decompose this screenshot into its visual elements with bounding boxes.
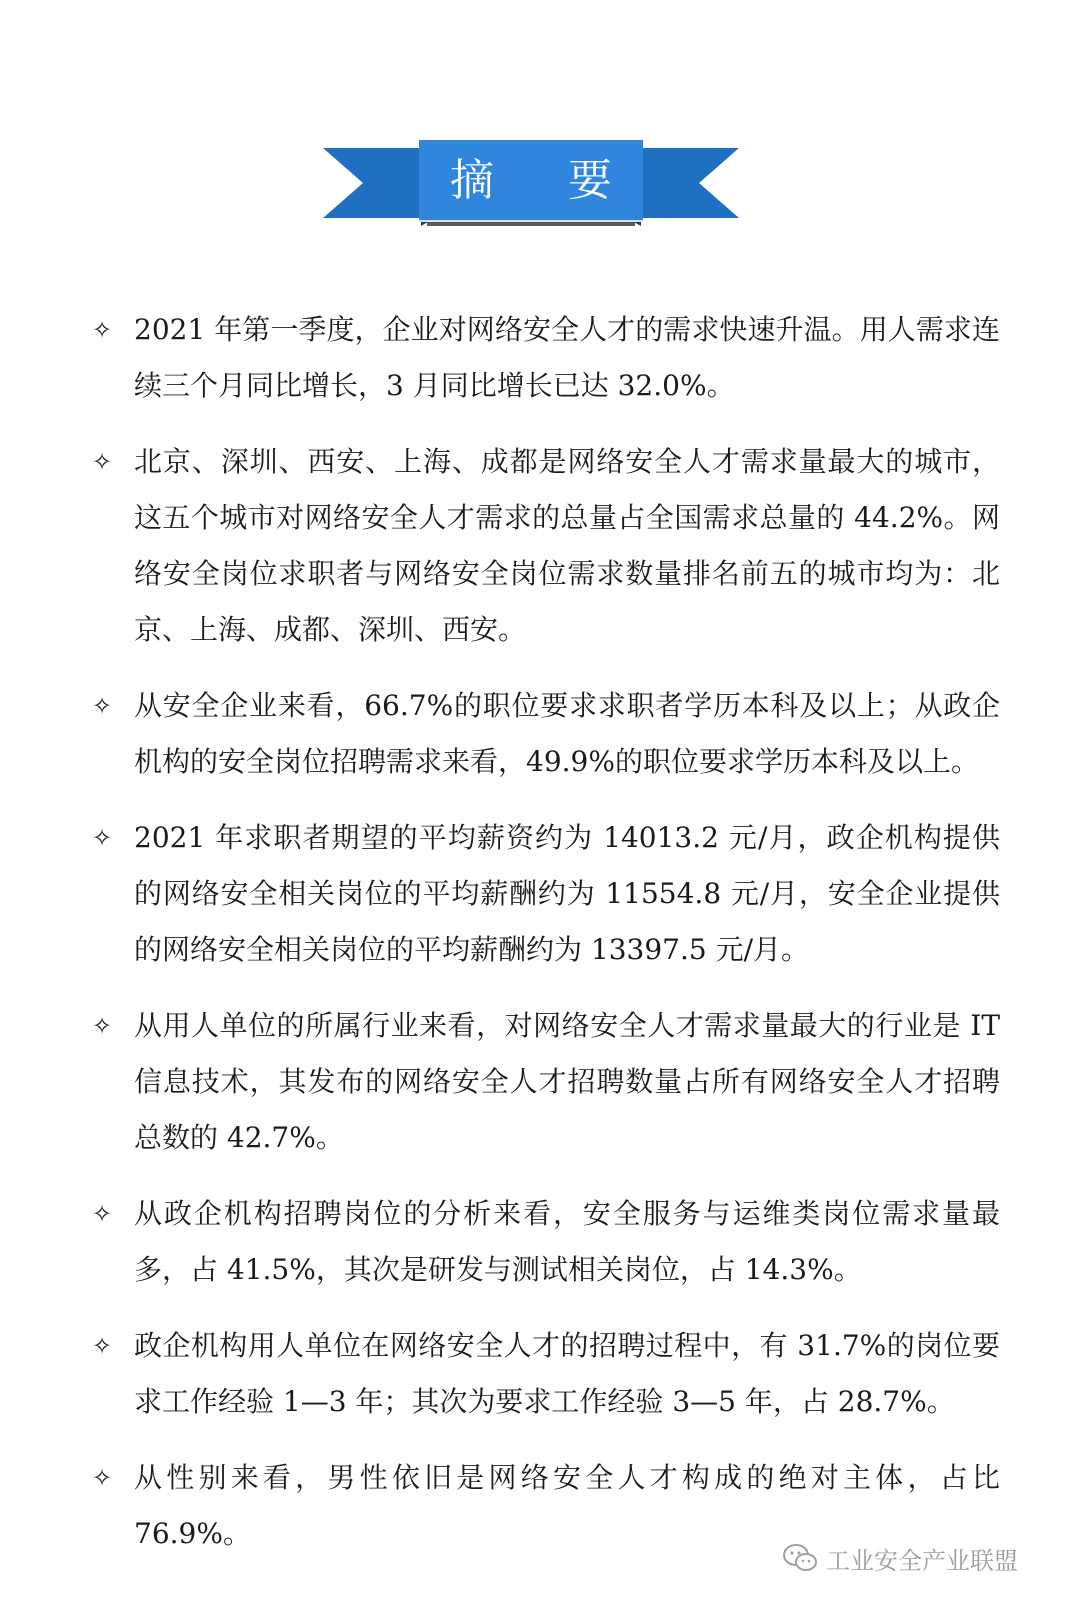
list-item xyxy=(88,1318,1000,1430)
list-item xyxy=(88,302,1000,414)
summary-list xyxy=(88,302,1000,1582)
sparkle-bullet-icon: ✧ xyxy=(91,448,113,476)
list-item-text: 从用人单位的所属行业来看，对网络安全人才需求量最大的行业是 IT 信息技术，其发布的网络安全人才招聘数量占所有网络安全人才招聘总数的 42.7%。 xyxy=(134,1009,1000,1154)
sparkle-bullet-icon: ✧ xyxy=(91,824,113,852)
list-item-text: 北京、深圳、西安、上海、成都是网络安全人才需求量最大的城市，这五个城市对网络安全人才需求的总量占全国需求总量的 44.2%。网络安全岗位求职者与网络安全岗位需求数量排名前五的城市均为：北京、上海、成都、深圳、西安。 xyxy=(134,445,1000,646)
list-item-text: 2021 年第一季度，企业对网络安全人才的需求快速升温。用人需求连续三个月同比增长，3 月同比增长已达 32.0%。 xyxy=(134,313,1000,402)
sparkle-bullet-icon: ✧ xyxy=(91,1464,113,1492)
sparkle-bullet-icon: ✧ xyxy=(91,692,113,720)
list-item xyxy=(88,434,1000,658)
list-item xyxy=(88,998,1000,1166)
summary-banner xyxy=(323,140,739,230)
sparkle-bullet-icon: ✧ xyxy=(91,1332,113,1360)
page-title: 摘 要 xyxy=(450,155,642,206)
watermark xyxy=(782,1540,1018,1576)
sparkle-bullet-icon: ✧ xyxy=(91,316,113,344)
list-item xyxy=(88,678,1000,790)
sparkle-bullet-icon: ✧ xyxy=(91,1012,113,1040)
list-item-text: 从政企机构招聘岗位的分析来看，安全服务与运维类岗位需求量最多，占 41.5%，其次是研发与测试相关岗位，占 14.3%。 xyxy=(134,1197,1000,1286)
list-item xyxy=(88,810,1000,978)
list-item xyxy=(88,1186,1000,1298)
wechat-icon xyxy=(782,1543,818,1573)
sparkle-bullet-icon: ✧ xyxy=(91,1200,113,1228)
list-item-text: 政企机构用人单位在网络安全人才的招聘过程中，有 31.7%的岗位要求工作经验 1—3 年；其次为要求工作经验 3—5 年，占 28.7%。 xyxy=(134,1329,1000,1418)
watermark-text: 工业安全产业联盟 xyxy=(826,1546,1018,1575)
list-item-text: 从性别来看，男性依旧是网络安全人才构成的绝对主体，占比 76.9%。 xyxy=(134,1461,1000,1550)
list-item-text: 从安全企业来看，66.7%的职位要求求职者学历本科及以上；从政企机构的安全岗位招聘需求来看，49.9%的职位要求学历本科及以上。 xyxy=(134,689,1000,778)
list-item-text: 2021 年求职者期望的平均薪资约为 14013.2 元/月，政企机构提供的网络安全相关岗位的平均薪酬约为 11554.8 元/月，安全企业提供的网络安全相关岗位的平均薪酬约为 13397.5 元/月。 xyxy=(134,821,1000,966)
